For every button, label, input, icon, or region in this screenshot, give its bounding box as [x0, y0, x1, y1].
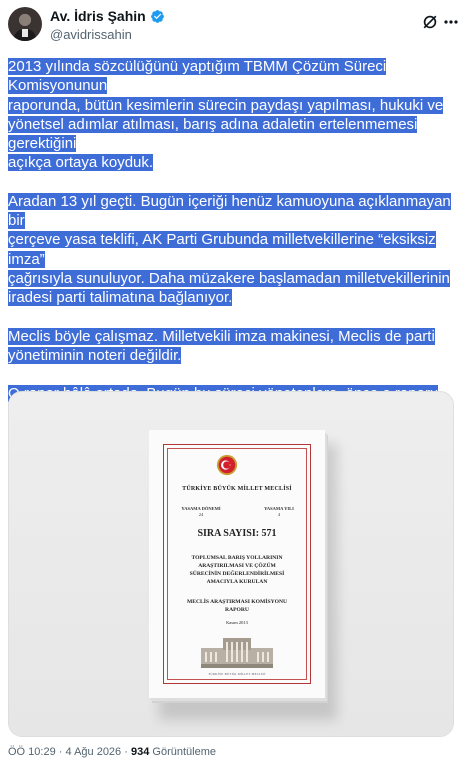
tweet-meta	[8, 746, 216, 758]
report-book-cover	[149, 430, 325, 698]
book-commission-line: MECLİS ARAŞTIRMASI KOMİSYONU	[186, 599, 288, 605]
tweet-text-line: Aradan 13 yıl geçti. Bugün içeriği henüz kamuoyuna açıklanmayan bir	[8, 192, 451, 230]
author-name-row	[50, 8, 165, 24]
book-commission	[149, 598, 325, 614]
turkish-flag-emblem-icon	[216, 454, 238, 476]
verified-badge-icon	[150, 9, 165, 24]
tweet-text-line: 2013 yılında sözcülüğünü yaptığım TBMM Çözüm Süreci Komisyonunun	[8, 58, 387, 95]
tweet-text-line: açıkça ortaya koyduk.	[8, 154, 154, 172]
view-count: 934	[130, 746, 150, 758]
meta-separator: ·	[58, 746, 63, 758]
tweet-text-line: yönetsel adımlar atılması, barış adına adaletin ertelenmemesi gerektiğini	[8, 115, 418, 153]
book-yil-label: YASAMA YILI	[264, 506, 294, 511]
book-institution-title: TÜRKİYE BÜYÜK MİLLET MECLİSİ	[182, 486, 292, 492]
meta-separator: ·	[124, 746, 128, 758]
tweet-paragraph	[0, 57, 462, 173]
parliament-building-icon	[197, 630, 277, 670]
tweet-text-line: Meclis böyle çalışmaz. Milletvekili imza makinesi, Meclis de parti	[8, 327, 435, 345]
tweet-paragraph	[0, 192, 462, 308]
tweet-text-line: raporunda, bütün kesimlerin sürecin paydaşı yapılması, hukuki ve	[8, 96, 444, 114]
book-commission-line: RAPORU	[225, 607, 249, 613]
author-handle[interactable]: @avidrissahin	[50, 27, 132, 42]
tweet-time[interactable]: ÖÖ 10:29	[8, 746, 56, 758]
grok-icon[interactable]	[420, 12, 440, 32]
tweet-text-line: iradesi parti talimatına bağlanıyor.	[8, 289, 233, 307]
tweet-text-line: çerçeve yasa teklifi, AK Parti Grubunda milletvekillerine “eksiksiz imza”	[8, 231, 436, 268]
book-topic	[149, 554, 325, 586]
book-topic-line: TOPLUMSAL BARIŞ YOLLARININ	[191, 555, 283, 561]
book-yil-value: 4	[277, 512, 281, 517]
tweet-paragraph	[0, 327, 462, 366]
book-topic-line: ARAŞTIRILMASI VE ÇÖZÜM	[198, 563, 276, 569]
avatar[interactable]	[8, 7, 42, 41]
book-donem-label: YASAMA DÖNEMİ	[181, 506, 221, 511]
tweet-media-image[interactable]	[8, 391, 454, 737]
tweet-date[interactable]: 4 Ağu 2026	[65, 746, 122, 758]
view-count-label: Görüntüleme	[152, 746, 216, 758]
book-topic-line: AMACIYLA KURULAN	[206, 579, 268, 585]
book-yil	[261, 506, 297, 517]
book-sira-sayisi: SIRA SAYISI: 571	[197, 528, 277, 539]
tweet-header	[0, 0, 462, 54]
book-donem-value: 24	[198, 512, 204, 517]
book-donem	[181, 506, 221, 517]
book-date: Kasım 2013	[226, 620, 248, 625]
author-display-name[interactable]: Av. İdris Şahin	[50, 8, 146, 24]
book-topic-line: SÜRECİNİN DEĞERLENDİRİLMESİ	[189, 571, 285, 577]
more-icon[interactable]	[443, 12, 459, 32]
tweet-text-line: çağrısıyla sunuluyor. Daha müzakere başlamadan milletvekillerinin	[8, 269, 450, 287]
book-footer: TÜRKİYE BÜYÜK MİLLET MECLİSİ	[208, 672, 266, 676]
tweet-text-line: yönetiminin noteri değildir.	[8, 346, 182, 364]
